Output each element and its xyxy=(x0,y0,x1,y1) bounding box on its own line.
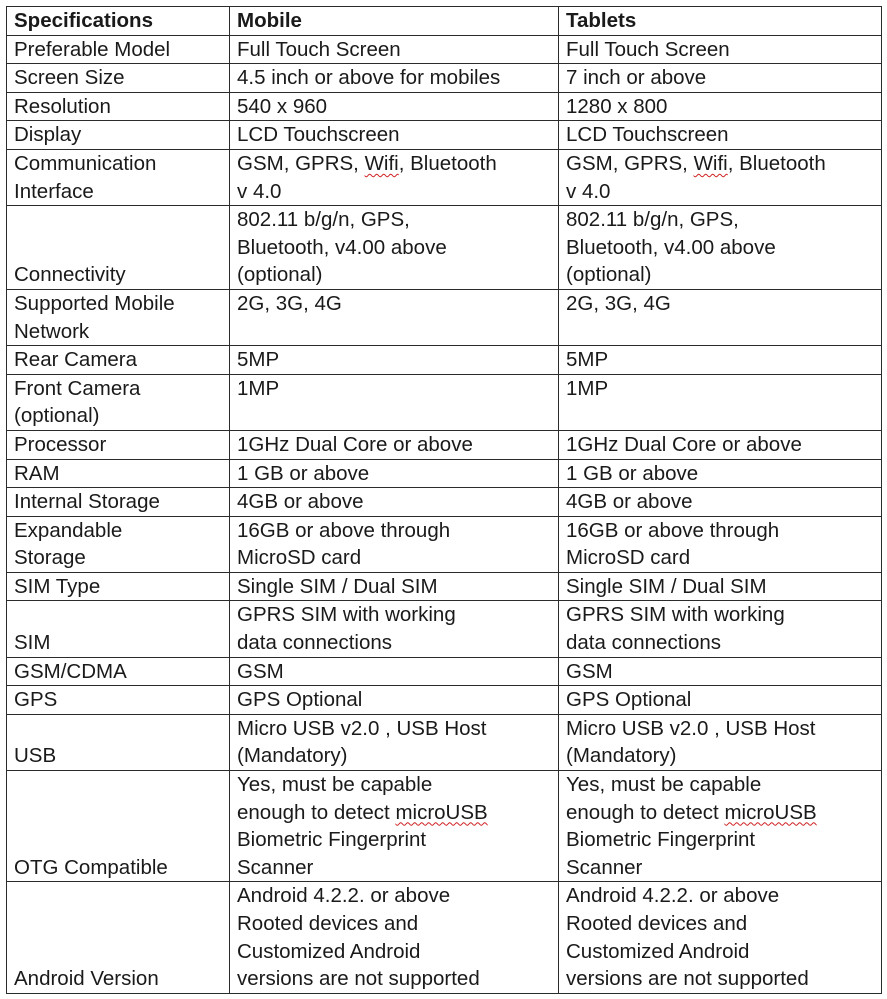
mobile-value-cell: 2G, 3G, 4G xyxy=(230,289,559,345)
tablet-value-cell: GSM xyxy=(559,657,882,686)
tablet-value-cell: GSM, GPRS, Wifi, Bluetooth v 4.0 xyxy=(559,149,882,205)
header-row xyxy=(7,7,882,36)
mobile-value-cell: GPRS SIM with working data connections xyxy=(230,601,559,657)
spec-cell: SIM xyxy=(7,601,230,657)
mobile-value-cell: Single SIM / Dual SIM xyxy=(230,572,559,601)
specifications-table xyxy=(6,6,882,994)
spec-cell: USB xyxy=(7,714,230,770)
mobile-value-cell: LCD Touchscreen xyxy=(230,121,559,150)
spec-cell: Preferable Model xyxy=(7,35,230,64)
spec-cell: Display xyxy=(7,121,230,150)
table-row xyxy=(7,35,882,64)
table-row xyxy=(7,206,882,290)
mobile-value-cell: 4.5 inch or above for mobiles xyxy=(230,64,559,93)
tablet-value-cell: 5MP xyxy=(559,346,882,375)
spellcheck-flag: microUSB xyxy=(395,800,488,824)
spec-cell: Screen Size xyxy=(7,64,230,93)
mobile-value-cell: 1GHz Dual Core or above xyxy=(230,430,559,459)
table-row xyxy=(7,374,882,430)
tablet-value-cell: GPS Optional xyxy=(559,686,882,715)
tablet-value-cell: 1280 x 800 xyxy=(559,92,882,121)
mobile-value-cell: GPS Optional xyxy=(230,686,559,715)
tablet-value-cell: Single SIM / Dual SIM xyxy=(559,572,882,601)
table-row xyxy=(7,430,882,459)
tablet-value-cell: 1 GB or above xyxy=(559,459,882,488)
table-row xyxy=(7,657,882,686)
mobile-value-cell: Yes, must be capable enough to detect microUSB Biometric Fingerprint Scanner xyxy=(230,771,559,882)
spec-cell: Connectivity xyxy=(7,206,230,290)
table-row xyxy=(7,516,882,572)
spec-cell: Rear Camera xyxy=(7,346,230,375)
table-row xyxy=(7,686,882,715)
table-body xyxy=(7,35,882,993)
table-row xyxy=(7,289,882,345)
spec-cell: Communication Interface xyxy=(7,149,230,205)
tablet-value-cell: 1MP xyxy=(559,374,882,430)
mobile-value-cell: 1MP xyxy=(230,374,559,430)
tablet-value-cell: 1GHz Dual Core or above xyxy=(559,430,882,459)
mobile-value-cell: Full Touch Screen xyxy=(230,35,559,64)
tablet-value-cell: 2G, 3G, 4G xyxy=(559,289,882,345)
table-row xyxy=(7,121,882,150)
spec-cell: Supported Mobile Network xyxy=(7,289,230,345)
tablet-value-cell: LCD Touchscreen xyxy=(559,121,882,150)
header-mobile: Mobile xyxy=(230,7,559,36)
header-specifications: Specifications xyxy=(7,7,230,36)
tablet-value-cell: Full Touch Screen xyxy=(559,35,882,64)
spellcheck-flag: Wifi xyxy=(364,151,399,175)
table-row xyxy=(7,714,882,770)
tablet-value-cell: Yes, must be capable enough to detect microUSB Biometric Fingerprint Scanner xyxy=(559,771,882,882)
mobile-value-cell: GSM, GPRS, Wifi, Bluetooth v 4.0 xyxy=(230,149,559,205)
spellcheck-flag: microUSB xyxy=(724,800,817,824)
header-tablets: Tablets xyxy=(559,7,882,36)
tablet-value-cell: 802.11 b/g/n, GPS, Bluetooth, v4.00 above (optional) xyxy=(559,206,882,290)
tablet-value-cell: 7 inch or above xyxy=(559,64,882,93)
spec-cell: Front Camera (optional) xyxy=(7,374,230,430)
table-row xyxy=(7,882,882,993)
mobile-value-cell: Android 4.2.2. or above Rooted devices and Customized Android versions are not supported xyxy=(230,882,559,993)
table-row xyxy=(7,346,882,375)
mobile-value-cell: 802.11 b/g/n, GPS, Bluetooth, v4.00 above (optional) xyxy=(230,206,559,290)
spec-cell: Android Version xyxy=(7,882,230,993)
table-row xyxy=(7,771,882,882)
mobile-value-cell: 16GB or above through MicroSD card xyxy=(230,516,559,572)
spec-cell: SIM Type xyxy=(7,572,230,601)
table-row xyxy=(7,92,882,121)
spec-cell: Expandable Storage xyxy=(7,516,230,572)
spec-cell: Internal Storage xyxy=(7,488,230,517)
tablet-value-cell: GPRS SIM with working data connections xyxy=(559,601,882,657)
tablet-value-cell: 16GB or above through MicroSD card xyxy=(559,516,882,572)
tablet-value-cell: Micro USB v2.0 , USB Host (Mandatory) xyxy=(559,714,882,770)
spec-cell: GPS xyxy=(7,686,230,715)
tablet-value-cell: Android 4.2.2. or above Rooted devices and Customized Android versions are not supported xyxy=(559,882,882,993)
spellcheck-flag: Wifi xyxy=(693,151,728,175)
mobile-value-cell: 540 x 960 xyxy=(230,92,559,121)
table-row xyxy=(7,488,882,517)
table-row xyxy=(7,601,882,657)
mobile-value-cell: Micro USB v2.0 , USB Host (Mandatory) xyxy=(230,714,559,770)
table-row xyxy=(7,64,882,93)
spec-cell: RAM xyxy=(7,459,230,488)
mobile-value-cell: 5MP xyxy=(230,346,559,375)
table-row xyxy=(7,572,882,601)
mobile-value-cell: 1 GB or above xyxy=(230,459,559,488)
spec-cell: GSM/CDMA xyxy=(7,657,230,686)
table-row xyxy=(7,459,882,488)
mobile-value-cell: GSM xyxy=(230,657,559,686)
spec-cell: Processor xyxy=(7,430,230,459)
spec-cell: OTG Compatible xyxy=(7,771,230,882)
tablet-value-cell: 4GB or above xyxy=(559,488,882,517)
mobile-value-cell: 4GB or above xyxy=(230,488,559,517)
table-row xyxy=(7,149,882,205)
spec-cell: Resolution xyxy=(7,92,230,121)
